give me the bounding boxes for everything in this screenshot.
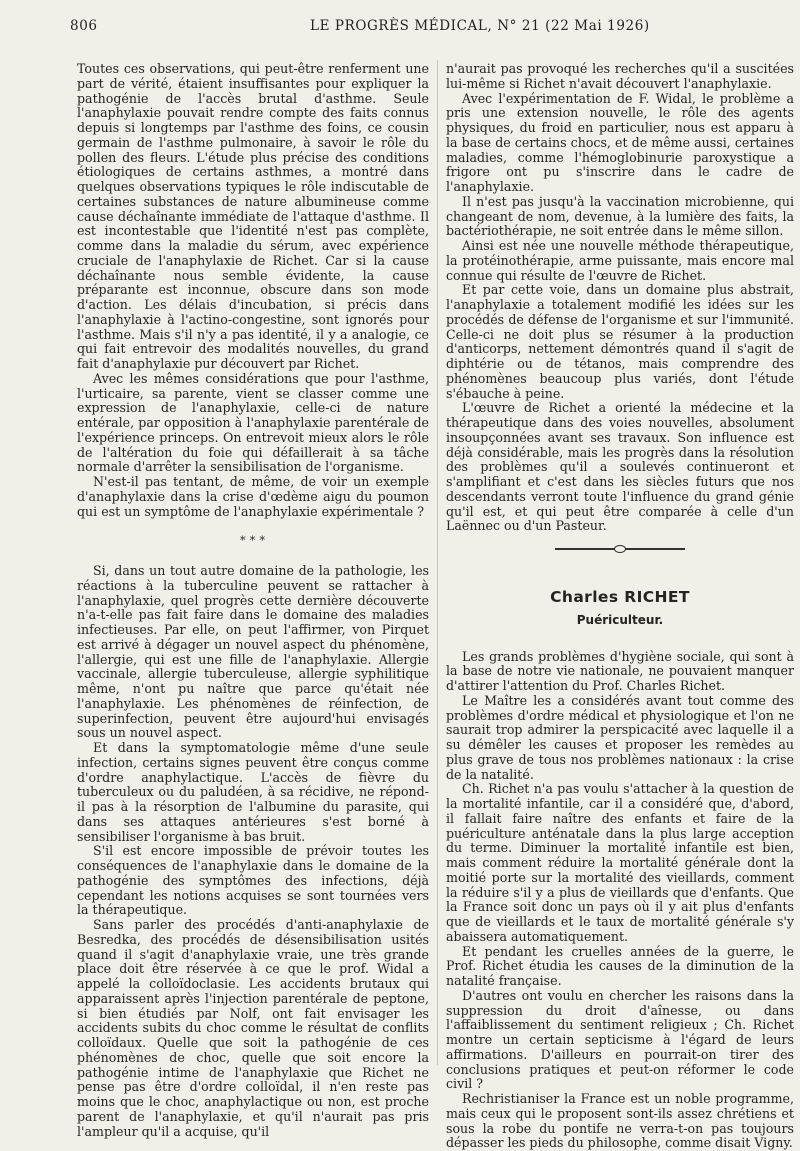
paragraph: S'il est encore impossible de prévoir toutes les conséquences de l'anaphylaxie dans le domaine de la pathogénie des symptômes des infections, déjà cependant les notions acquises se sont tournées vers la thérapeutique. (77, 843, 429, 918)
paragraph: L'œuvre de Richet a orienté la médecine et la thérapeutique dans des voies nouvelles, absolument insoupçonnées avant ses travaux. Son influence est déjà considérable, mais les progrès dans la résolution des problèmes qu'il a soulevés continueront et s'amplifiant et c'est dans les siècles futurs que nos descendants verront toute l'influence du grand génie qu'il est, et qui peut être comparée à celle d'un Laënnec ou d'un Pasteur. (446, 400, 794, 534)
paragraph: Et dans la symptomatologie même d'une seule infection, certains signes peuvent être conçus comme d'ordre anaphylactique. L'accès de fièvre du tuberculeux ou du paludéen, à sa récidive, ne répond-il pas à la résorption de l'albumine du parasite, qui dans ses attaques antérieures s'est borné à sensibiliser l'organisme à bas bruit. (77, 740, 429, 844)
paragraph: Le Maître les a considérés avant tout comme des problèmes d'ordre médical et physiologique et l'on ne saurait trop admirer la perspicacité avec laquelle il a su démêler les causes et proposer les remèdes au plus grave de tous nos problèmes nationaux : la crise de la natalité. (446, 692, 794, 782)
page-number: 806 (70, 18, 98, 34)
paragraph: Il n'est pas jusqu'à la vaccination microbienne, qui changeant de nom, devenue, à la lumière des faits, la bactériothérapie, ne soit entrée dans le même sillon. (446, 193, 794, 239)
paragraph: Sans parler des procédés d'anti-anaphylaxie de Besredka, des procédés de désensibilisation usités quand il s'agit d'anaphylaxie vraie, une très grande place doit être réservée à ce que le prof. Widal a appelé la colloïdoclasie. Les accidents brutaux qui apparaissent après l'injection parentérale de peptone, si bien étudiés par Nolf, ont fait envisager les accidents subits du choc comme le résultat de conflits colloïdaux. Quelle que soit la pathogénie de ces phénomènes de choc, quelle que soit encore la pathogénie intime de l'anaphylaxie que Richet ne pense pas être d'ordre colloïdal, il n'en reste pas moins que le choc, anaphylactique ou non, est proche parent de l'anaphylaxie, et qu'il n'aurait pas pris l'ampleur qu'il a acquise, qu'il (77, 917, 429, 1139)
paragraph: Avec les mêmes considérations que pour l'asthme, l'urticaire, sa parente, vient se classer comme une expression de l'anaphylaxie, celle-ci de nature entérale, par opposition à l'anaphylaxie parentérale de l'expérience princeps. On entrevoit mieux alors le rôle de l'altération du foie qui défaillerait à sa tâche normale d'arrêter la sensibilisation de l'organisme. (77, 370, 429, 475)
article-title: Charles RICHET (550, 588, 690, 606)
ornamental-rule (555, 548, 685, 550)
running-header (70, 18, 790, 38)
paragraph: Ainsi est née une nouvelle méthode thérapeutique, la protéinothérapie, arme puissante, mais encore mal connue qui résulte de l'œuvre de Richet. (446, 238, 794, 283)
paragraph: Les grands problèmes d'hygiène sociale, qui sont à la base de notre vie nationale, ne pouvaient manquer d'attirer l'attention du Prof. Charles Richet. (446, 648, 794, 693)
paragraph: Ch. Richet n'a pas voulu s'attacher à la question de la mortalité infantile, car il a considéré que, d'abord, il fallait faire naître des enfants et faire de la puériculture anténatale dans la plus large acception du terme. Diminuer la mortalité infantile est bien, mais comment réduire la mortalité générale dont la moitié porte sur la mortalité des vieillards, comment la réduire s'il y a plus de vieillards que d'enfants. Que la France soit donc un pays où il y ait plus d'enfants que de vieillards et le taux de mortalité générale s'y abaissera automatiquement. (446, 781, 794, 944)
paragraph: Avec l'expérimentation de F. Widal, le problème a pris une extension nouvelle, le rôle des agents physiques, du froid en particulier, nous est apparu à la base de certains chocs, et de même aussi, certaines maladies, comme l'hémoglobinurie paroxystique a frigore ont pu s'inscrire dans le cadre de l'anaphylaxie. (446, 90, 794, 194)
right-column (446, 62, 794, 1151)
paragraph: Rechristianiser la France est un noble programme, mais ceux qui le proposent sont-ils assez chrétiens et sous la robe du pontife ne verra-t-on pas toujours dépasser les pieds du philosophe, comme disait Vigny. (446, 1091, 794, 1151)
paragraph: D'autres ont voulu en chercher les raisons dans la suppression du droit d'aînesse, ou dans l'affaiblissement du sentiment religieux ; Ch. Richet montre un certain septicisme à l'égard de leurs affirmations. D'ailleurs en pourrait-on tirer des conclusions pratiques et peut-on réformer le code civil ? (446, 987, 794, 1092)
left-column (77, 62, 429, 1139)
column-divider (437, 60, 438, 1065)
article-subtitle: Puériculteur. (576, 612, 664, 627)
paragraph: Si, dans un tout autre domaine de la pathologie, les réactions à la tuberculine peuvent se rattacher à l'anaphylaxie, quel progrès cette dernière découverte n'a-t-elle pas fait faire dans le domaine des maladies infectieuses. Par elle, on peut l'affirmer, von Pirquet est arrivé à dégager un nouvel aspect du phénomène, l'allergie, qui est une fille de l'anaphylaxie. Allergie vaccinale, allergie tuberculeuse, allergie syphilitique même, n'ont pu naître que parce qu'était née l'anaphylaxie. Les phénomènes de réinfection, de superinfection, peuvent être aujourd'hui envisagés sous un nouvel aspect. (77, 563, 429, 741)
paragraph: n'aurait pas provoqué les recherches qu'il a suscitées lui-même si Richet n'avait découvert l'anaphylaxie. (446, 61, 794, 91)
paragraph: Et par cette voie, dans un domaine plus abstrait, l'anaphylaxie a totalement modifié les idées sur les procédés de défense de l'organisme et sur l'immunité. Celle-ci ne doit plus se résumer à la production d'anticorps, nettement démontrés quand il s'agit de diphtérie ou de tétanos, mais comprendre des phénomènes beaucoup plus variés, dont l'étude s'ébauche à peine. (446, 282, 794, 401)
journal-title: LE PROGRÈS MÉDICAL, N° 21 (22 Mai 1926) (310, 18, 650, 34)
section-separator: * * * (240, 534, 266, 548)
paragraph: Et pendant les cruelles années de la guerre, le Prof. Richet étudia les causes de la diminution de la natalité française. (446, 943, 794, 988)
paragraph: N'est-il pas tentant, de même, de voir un exemple d'anaphylaxie dans la crise d'œdème aigu du poumon qui est un symptôme de l'anaphylaxie expérimentale ? (77, 474, 429, 519)
paragraph: Toutes ces observations, qui peut-être renferment une part de vérité, étaient insuffisantes pour expliquer la pathogénie de l'accès brutal d'asthme. Seule l'anaphylaxie pouvait rendre compte des faits connus depuis si longtemps par l'asthme des foins, ce cousin germain de l'asthme pulmonaire, à savoir le rôle du pollen des fleurs. L'étude plus précise des conditions étiologiques de certains asthmes, a montré dans quelques observations typiques le rôle indiscutable de certaines substances de nature albumineuse comme cause déchaînante immédiate de l'attaque d'asthme. Il est incontestable que l'identité n'est pas complète, comme dans la maladie du sérum, avec expérience cruciale de l'anaphylaxie de Richet. Car si la cause déchaînante nous semble évidente, la cause préparante est inconnue, obscure dans son mode d'action. Les délais d'incubation, si précis dans l'anaphylaxie à l'actino-congestine, sont ignorés pour l'asthme. Mais s'il n'y a pas identité, il y a analogie, ce qui fait entrevoir des modalités nouvelles, du grand fait d'anaphylaxie pur découvert par Richet. (77, 61, 429, 371)
